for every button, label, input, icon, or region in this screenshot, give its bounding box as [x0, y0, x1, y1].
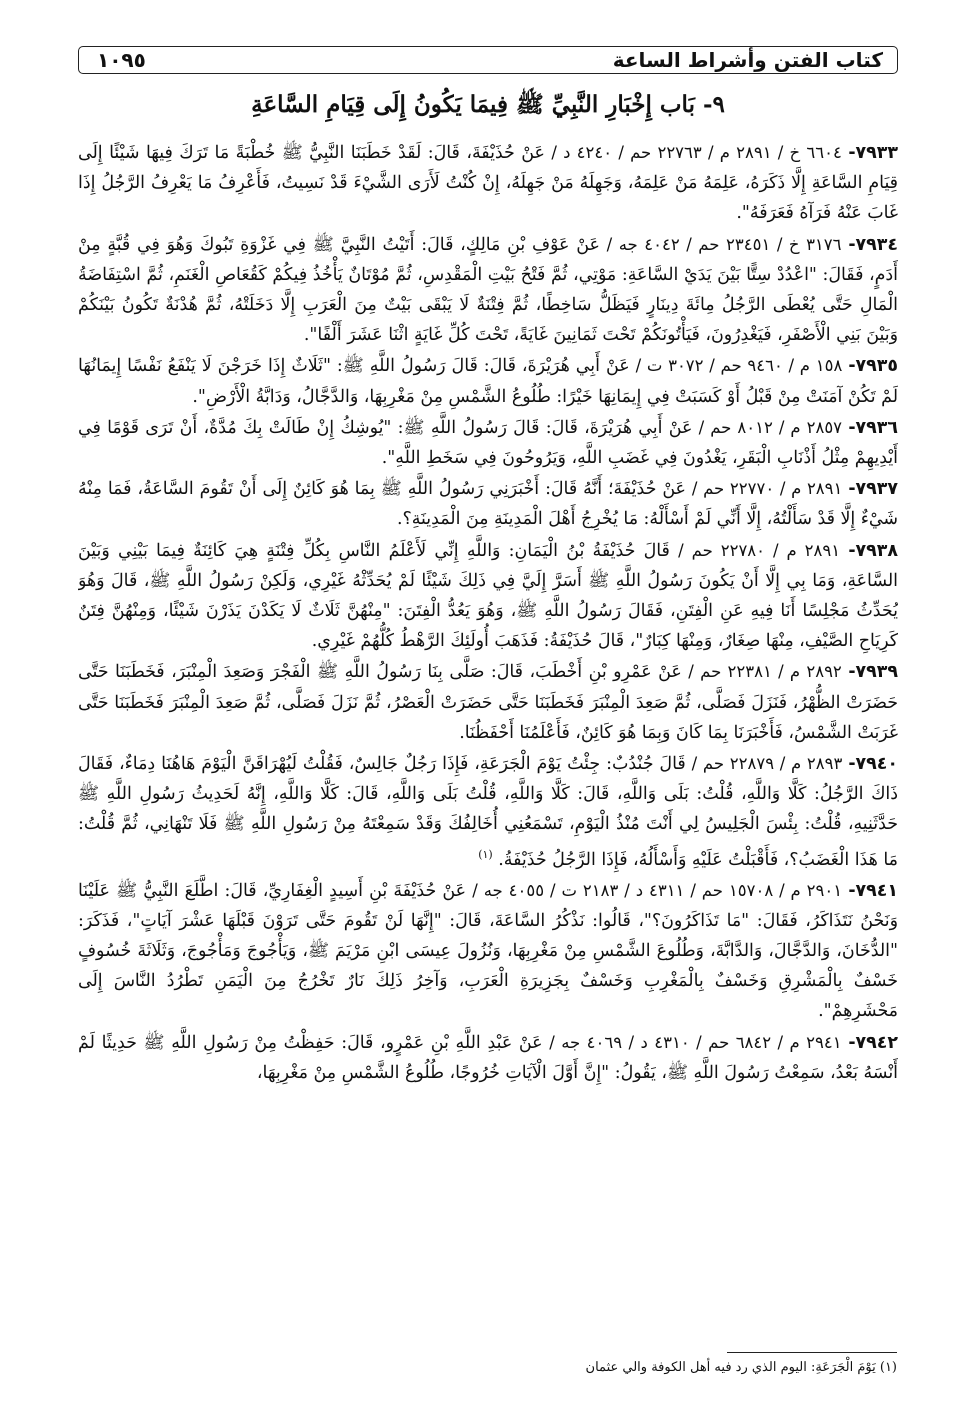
- hadith-text: عَنْ أَبِي هُرَيْرَةَ، قَالَ: قَالَ رَسُولُ اللَّهِ ﷺ: "يُوشِكُ إِنْ طَالَتْ بِكَ مُدَّةٌ، أَنْ تَرَى قَوْمًا فِي أَيْدِيهِمْ مِثْلُ أَذْنَابِ الْبَقَرِ، يَغْدُونَ فِي غَضَبِ اللَّهِ، وَيَرُوحُونَ فِي سَخَطِ اللَّهِ".: [78, 417, 898, 469]
- hadith-references: ٢٨٩٣ م / ٢٢٨٧٩ حم /: [691, 754, 843, 774]
- hadith-text: عَنْ أَبِي هُرَيْرَةَ، قَالَ: قَالَ رَسُولُ اللَّهِ ﷺ: "ثَلَاثٌ إِذَا خَرَجْنَ لَا يَنْفَعُ نَفْسًا إِيمَانُهَا لَمْ تَكُنْ آمَنَتْ مِنْ قَبْلُ أَوْ كَسَبَتْ فِي إِيمَانِهَا خَيْرًا: طُلُوعُ الشَّمْسِ مِنْ مَغْرِبِهَا، وَالدَّجَّالُ، وَدَابَّةُ الْأَرْضِ".: [78, 356, 898, 407]
- hadith-number: ٧٩٣٧-: [848, 479, 898, 500]
- hadith-list: [78, 138, 898, 1318]
- hadith-references: ٢٨٩١ م / ٢٢٧٧٠ حم /: [691, 479, 843, 499]
- footnote-marker: (١): [478, 847, 493, 861]
- hadith-7933: [78, 138, 898, 229]
- running-title: كتاب الفتن وأشراط الساعة: [612, 48, 883, 72]
- hadith-number: ٧٩٣٦-: [848, 417, 898, 438]
- hadith-text: عَنْ حُذَيْفَةَ؛ أَنَّهُ قَالَ: أَخْبَرَنِي رَسُولُ اللَّهِ ﷺ بِمَا هُوَ كَائِنٌ إِلَى أَنْ تَقُومَ السَّاعَةُ، فَمَا مِنْهُ شَيْءٌ إِلَّا قَدْ سَأَلْتُهُ، إِلَّا أَنِّي لَمْ أَسْأَلْهُ: مَا يُخْرِجُ أَهْلَ الْمَدِينَةِ مِنَ الْمَدِينَةِ؟.: [78, 479, 898, 530]
- chapter-title: ٩- بَاب إِخْبَارِ النَّبِيِّ ﷺ فِيمَا يَكُونُ إِلَى قِيَامِ السَّاعَةِ: [251, 91, 725, 118]
- hadith-7938: [78, 536, 898, 657]
- hadith-references: ٢٨٩١ م / ٢٢٧٨٠ حم /: [678, 540, 841, 560]
- hadith-references: ٢٨٩٢ م / ٢٢٣٨١ حم /: [688, 662, 842, 682]
- hadith-number: ٧٩٣٥-: [848, 356, 898, 377]
- hadith-number: ٧٩٤٢-: [848, 1032, 898, 1053]
- page-number: ١٠٩٥: [97, 48, 146, 72]
- hadith-references: ٢٨٥٧ م / ٨٠١٢ حم /: [698, 417, 843, 437]
- hadith-7935: [78, 351, 898, 411]
- footnote: (١) يَوْمَ الْجَرَعَةِ: اليوم الذي رد فيه أهل الكوفة والي عثمان: [585, 1360, 897, 1375]
- footnote-divider: [727, 1352, 897, 1353]
- hadith-text: قَالَ حُذَيْفَةُ بْنُ الْيَمَانِ: وَاللَّهِ إِنِّي لَأَعْلَمُ النَّاسِ بِكُلِّ فِتْنَةٍ هِيَ كَائِنَةٌ فِيمَا بَيْنِي وَبَيْنَ السَّاعَةِ، وَمَا بِي إِلَّا أَنْ يَكُونَ رَسُولُ اللَّهِ ﷺ أَسَرَّ إِلَيَّ فِي ذَلِكَ شَيْئًا لَمْ يُحَدِّثْهُ غَيْرِي، وَلَكِنْ رَسُولُ اللَّهِ ﷺ، قَالَ وَهُوَ يُحَدِّثُ مَجْلِسًا أَنَا فِيهِ عَنِ الْفِتَنِ، فَقَالَ رَسُولُ اللَّهِ ﷺ، وَهُوَ يَعُدُّ الْفِتَنَ: "مِنْهُنَّ ثَلَاثٌ لَا يَكَدْنَ يَذَرْنَ شَيْئًا، وَمِنْهُنَّ فِتَنٌ كَرِيَاحِ الصَّيْفِ، مِنْهَا صِغَارٌ، وَمِنْهَا كِبَارٌ"، قَالَ حُذَيْفَةُ: فَذَهَبَ أُولَئِكَ الرَّهْطُ كُلُّهُمْ غَيْرِي.: [78, 540, 898, 652]
- running-header: [78, 46, 898, 74]
- hadith-number: ٧٩٣٩-: [848, 662, 898, 683]
- hadith-7934: [78, 230, 898, 351]
- hadith-7937: [78, 474, 898, 534]
- hadith-references: ٣١٧٦ خ / ٢٣٤٥١ حم / ٤٠٤٢ جه /: [606, 234, 842, 254]
- hadith-references: ١٥٨ م / ٩٤٦٠ حم / ٣٠٧٢ ت /: [635, 356, 843, 376]
- hadith-7941: [78, 876, 898, 1027]
- hadith-7939: [78, 657, 898, 748]
- hadith-text: عَنْ عَمْرِو بْنِ أَخْطَبَ، قَالَ: صَلَّى بِنَا رَسُولُ اللَّهِ ﷺ الْفَجْرَ وَصَعِدَ الْمِنْبَرَ، فَخَطَبَنَا حَتَّى حَضَرَتْ الظُّهْرُ، فَنَزَلَ فَصَلَّى، ثُمَّ صَعِدَ الْمِنْبَرَ فَخَطَبَنَا حَتَّى حَضَرَتْ الْعَصْرُ، ثُمَّ نَزَلَ فَصَلَّى، ثُمَّ صَعِدَ الْمِنْبَرَ فَخَطَبَنَا حَتَّى غَرَبَتْ الشَّمْسُ، فَأَخْبَرَنَا بِمَا كَانَ وَبِمَا هُوَ كَائِنٌ، فَأَعْلَمُنَا أَحْفَظُنَا.: [78, 662, 898, 743]
- hadith-number: ٧٩٣٨-: [848, 540, 898, 561]
- hadith-7940: [78, 749, 898, 875]
- hadith-references: ٢٩٠١ م / ١٥٧٠٨ حم / ٤٣١١ د / ٢١٨٣ ت / ٤٠٥٥ جه /: [472, 880, 843, 900]
- hadith-number: ٧٩٤١-: [848, 880, 898, 901]
- hadith-text: قَالَ جُنْدُبٌ: جِئْتُ يَوْمَ الْجَرَعَةِ، فَإِذَا رَجُلٌ جَالِسٌ، فَقُلْتُ لَيُهْرَاقَنَّ الْيَوْمَ هَاهُنَا دِمَاءٌ، فَقَالَ ذَاكَ الرَّجُلُ: كَلَّا وَاللَّهِ، قُلْتُ: بَلَى وَاللَّهِ، قَالَ: كَلَّا وَاللَّهِ، قُلْتُ بَلَى وَاللَّهِ، قَالَ: كَلَّا وَاللَّهِ، إِنَّهُ لَحَدِيثُ رَسُولِ اللَّهِ ﷺ حَدَّثَنِيهِ، قُلْتُ: بِئْسَ الْجَلِيسُ لِي أَنْتَ مُنْذُ الْيَوْمِ، تَسْمَعُنِي أُخَالِفُكَ وَقَدْ سَمِعْتَهُ مِنْ رَسُولِ اللَّهِ ﷺ فَلَا تَنْهَانِي، ثُمَّ قُلْتُ: مَا هَذَا الْغَضَبُ؟، فَأَقْبَلْتُ عَلَيْهِ وَأَسْأَلُهُ، فَإِذَا الرَّجُلُ حُذَيْفَةُ.: [78, 754, 898, 870]
- hadith-7942: [78, 1028, 898, 1088]
- hadith-references: ٢٩٤١ م / ٦٨٤٢ حم / ٤٣١٠ د / ٤٠٦٩ جه /: [549, 1032, 842, 1052]
- hadith-number: ٧٩٣٤-: [848, 234, 898, 255]
- hadith-number: ٧٩٣٣-: [848, 143, 898, 163]
- hadith-references: ٦٦٠٤ خ / ٢٨٩١ م / ٢٢٧٦٣ حم / ٤٢٤٠ د /: [551, 143, 842, 162]
- hadith-number: ٧٩٤٠-: [848, 754, 898, 775]
- hadith-7936: [78, 413, 898, 473]
- hadith-text: عَنْ حُذَيْفَةَ بْنِ أَسِيدٍ الْغِفَارِيِّ، قَالَ: اطَّلَعَ النَّبِيُّ ﷺ عَلَيْنَا وَنَحْنُ نَتَذَاكَرُ، فَقَالَ: "مَا تَذَاكَرُونَ؟"، قَالُوا: نَذْكُرُ السَّاعَةَ، قَالَ: "إِنَّهَا لَنْ تَقُومَ حَتَّى تَرَوْنَ قَبْلَهَا عَشْرَ آيَاتٍ"، فَذَكَرَ: "الدُّخَانَ، وَالدَّجَّالَ، وَالدَّابَّةَ، وَطُلُوعَ الشَّمْسِ مِنْ مَغْرِبِهَا، وَنُزُولَ عِيسَى ابْنِ مَرْيَمَ ﷺ، وَيَأْجُوجَ وَمَأْجُوجَ، وَثَلَاثَةَ خُسُوفٍ خَسْفٌ بِالْمَشْرِقِ وَخَسْفٌ بِالْمَغْرِبِ وَخَسْفٌ بِجَزِيرَةِ الْعَرَبِ، وَآخِرُ ذَلِكَ نَارٌ تَخْرُجُ مِنَ الْيَمَنِ تَطْرُدُ النَّاسَ إِلَى مَحْشَرِهِمْ".: [78, 880, 898, 1022]
- hadith-text: عَنْ عَبْدِ اللَّهِ بْنِ عَمْرٍو، قَالَ: حَفِظْتُ مِنْ رَسُولِ اللَّهِ ﷺ حَدِيثًا لَمْ أَنْسَهُ بَعْدُ، سَمِعْتُ رَسُولَ اللَّهِ ﷺ، يَقُولُ: "إِنَّ أَوَّلَ الْآيَاتِ خُرُوجًا، طُلُوعُ الشَّمْسِ مِنْ مَغْرِبِهَا،: [78, 1032, 898, 1083]
- hadith-text: عَنْ عَوْفِ بْنِ مَالِكٍ، قَالَ: أَتَيْتُ النَّبِيَّ ﷺ فِي غَزْوَةِ تَبُوكَ وَهُوَ فِي قُبَّةٍ مِنْ أَدَمٍ، فَقَالَ: "اعْدُدْ سِتًّا بَيْنَ يَدَيْ السَّاعَةِ: مَوْتِي، ثُمَّ فَتْحُ بَيْتِ الْمَقْدِسِ، ثُمَّ مُوْتَانٌ يَأْخُذُ فِيكُمْ كَقُعَاصِ الْغَنَمِ، ثُمَّ اسْتِفَاضَةُ الْمَالِ حَتَّى يُعْطَى الرَّجُلُ مِائَةَ دِينَارٍ فَيَظَلُّ سَاخِطًا، ثُمَّ فِتْنَةٌ لَا يَبْقَى بَيْتٌ مِنَ الْعَرَبِ إِلَّا دَخَلَتْهُ، ثُمَّ هُدْنَةٌ تَكُونُ بَيْنَكُمْ وَبَيْنَ بَنِي الْأَصْفَرِ، فَيَغْدِرُونَ، فَيَأْتُونَكُمْ تَحْتَ ثَمَانِينَ غَايَةً، تَحْتَ كُلِّ غَايَةٍ اثْنَا عَشَرَ أَلْفًا".: [78, 234, 898, 346]
- hadith-text: عَنْ حُذَيْفَةَ، قَالَ: لَقَدْ خَطَبَنَا النَّبِيُّ ﷺ خُطْبَةً مَا تَرَكَ فِيهَا شَيْئًا إِلَى قِيَامِ السَّاعَةِ إِلَّا ذَكَرَهُ، عَلِمَهُ مَنْ عَلِمَهُ، وَجَهِلَهُ مَنْ جَهِلَهُ، إِنْ كُنْتُ لَأَرَى الشَّيْءَ قَدْ نَسِيتُ، فَأَعْرِفُ مَا يَعْرِفُ الرَّجُلُ إِذَا غَابَ عَنْهُ فَرَآهُ فَعَرَفَهُ".: [78, 143, 898, 224]
